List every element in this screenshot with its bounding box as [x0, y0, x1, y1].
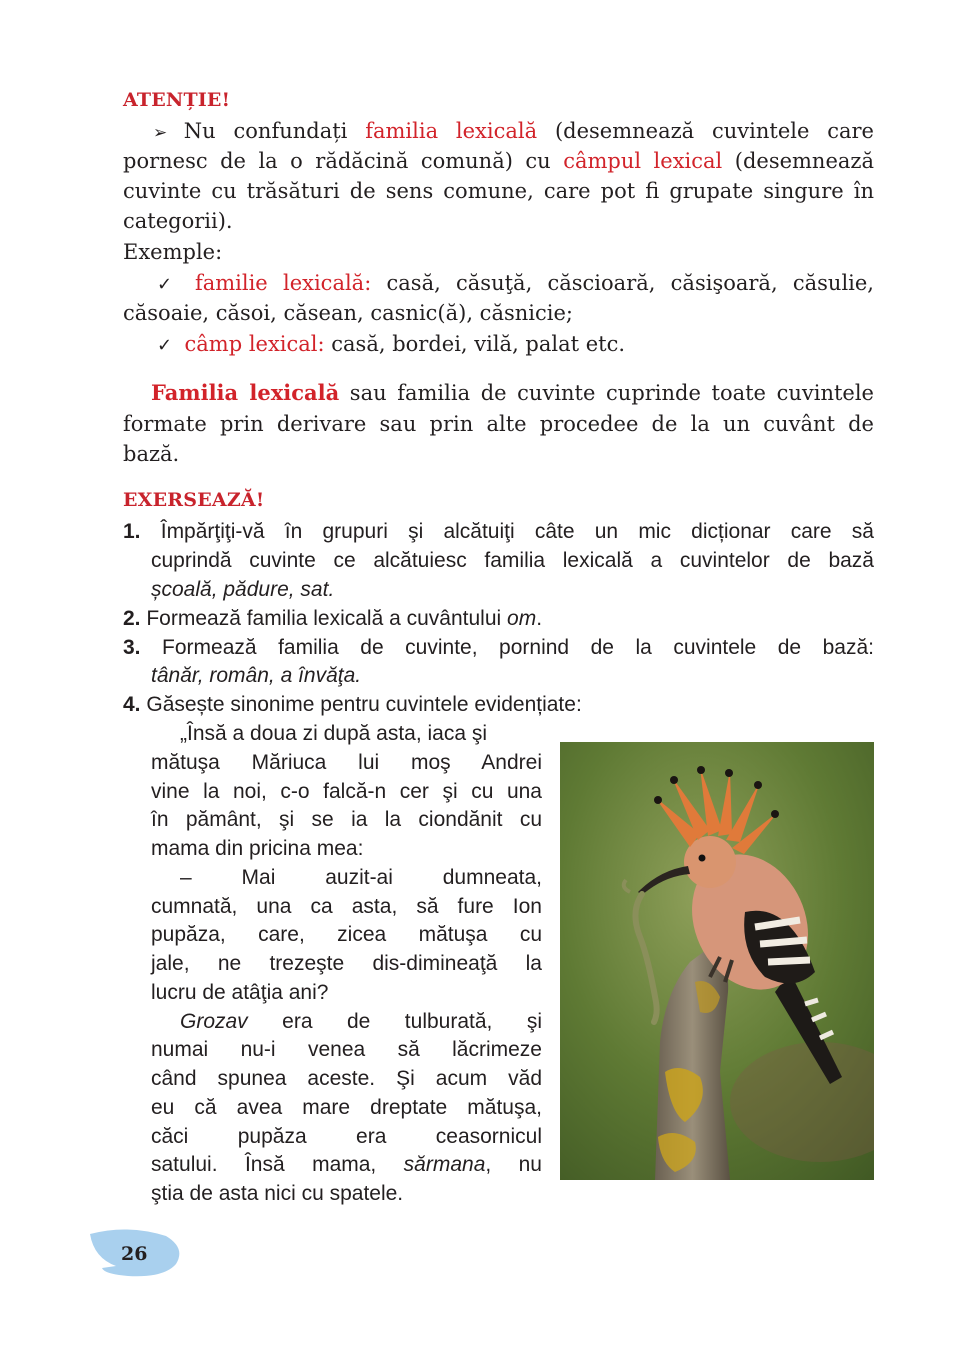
attention-heading: ATENȚIE! [123, 89, 231, 111]
exercise-2: 2. Formează familia lexicală a cuvântului om. [123, 607, 543, 630]
quote-line-17: ştia de asta nici cu spatele. [151, 1182, 404, 1205]
examples-label: Exemple: [123, 240, 223, 264]
quote-line-7: cumnată, una ca asta, să fure Ion [151, 895, 542, 918]
exercise-1-line-1: 1. Împărţiţi-vă în grupuri şi alcătuiţi câte un mic dicționar care să [123, 520, 874, 543]
attention-line-2: pornesc de la o rădăcină comună) cu câmpul lexical (desemnează [123, 149, 874, 173]
example-2: ✓ câmp lexical: casă, bordei, vilă, palat etc. [157, 332, 626, 356]
exercise-1-line-3: școală, pădure, sat. [151, 578, 335, 601]
exercise-3-line-1: 3. Formează familia de cuvinte, pornind de la cuvintele de bază: [123, 636, 875, 659]
checkmark-icon: ✓ [157, 274, 195, 295]
quote-line-14: eu că avea mare dreptate mătuşa, [151, 1096, 542, 1119]
exercise-1-line-2: cuprindă cuvinte ce alcătuiesc familia lexicală a cuvintelor de bază [151, 549, 874, 572]
arrow-bullet-icon: ➢ [153, 123, 184, 143]
quote-line-9: jale, ne trezeşte dis-dimineaţă la [151, 952, 542, 975]
page-number: 26 [121, 1243, 148, 1265]
quote-line-5: mama din pricina mea: [151, 837, 364, 860]
quote-line-8: pupăza, care, zicea mătuşa cu [151, 923, 542, 946]
quote-line-2: mătuşa Măriuca lui moş Andrei [151, 751, 542, 774]
attention-line-4: categorii). [123, 209, 233, 233]
quote-line-10: lucru de atâţia ani? [151, 981, 329, 1004]
exercise-4: 4. Găsește sinonime pentru cuvintele evidențiate: [123, 693, 582, 716]
attention-line-3: cuvinte cu trăsături de sens comune, care pot fi grupate singure în [123, 179, 874, 203]
definition-line-1: Familia lexicală sau familia de cuvinte cuprinde toate cuvintele [151, 380, 874, 405]
hoopoe-photo [560, 742, 874, 1180]
quote-line-15: căci pupăza era ceasornicul [151, 1125, 542, 1148]
exercise-3-line-2: tânăr, român, a învăţa. [151, 664, 362, 687]
example-1-cont: căsoaie, căsoi, căsean, casnic(ă), căsnicie; [123, 301, 573, 325]
definition-line-3: bază. [123, 442, 180, 466]
quote-line-11: Grozav era de tulburată, şi [180, 1010, 542, 1033]
quote-line-16: satului. Însă mama, sărmana, nu [151, 1153, 542, 1176]
quote-line-3: vine la noi, c-o falcă-n cer şi cu una [151, 780, 542, 803]
quote-line-4: în pământ, şi se ia la ciondănit cu [151, 808, 542, 831]
quote-line-13: când spunea aceste. Şi acum văd [151, 1067, 542, 1090]
exercises-heading: EXERSEAZĂ! [123, 489, 265, 511]
quote-line-12: numai nu-i venea să lăcrimeze [151, 1038, 542, 1061]
example-1: ✓ familie lexicală: casă, căsuţă, căscioară, căsişoară, căsulie, [157, 271, 874, 295]
quote-line-6: – Mai auzit-ai dumneata, [180, 866, 542, 889]
checkmark-icon: ✓ [157, 335, 178, 356]
definition-line-2: formate prin derivare sau prin alte procedee de la un cuvânt de [123, 412, 874, 436]
quote-line-1: „Însă a doua zi după asta, iaca şi [180, 722, 488, 745]
attention-line-1: ➢ Nu confundați familia lexicală (desemnează cuvintele care [153, 119, 874, 143]
